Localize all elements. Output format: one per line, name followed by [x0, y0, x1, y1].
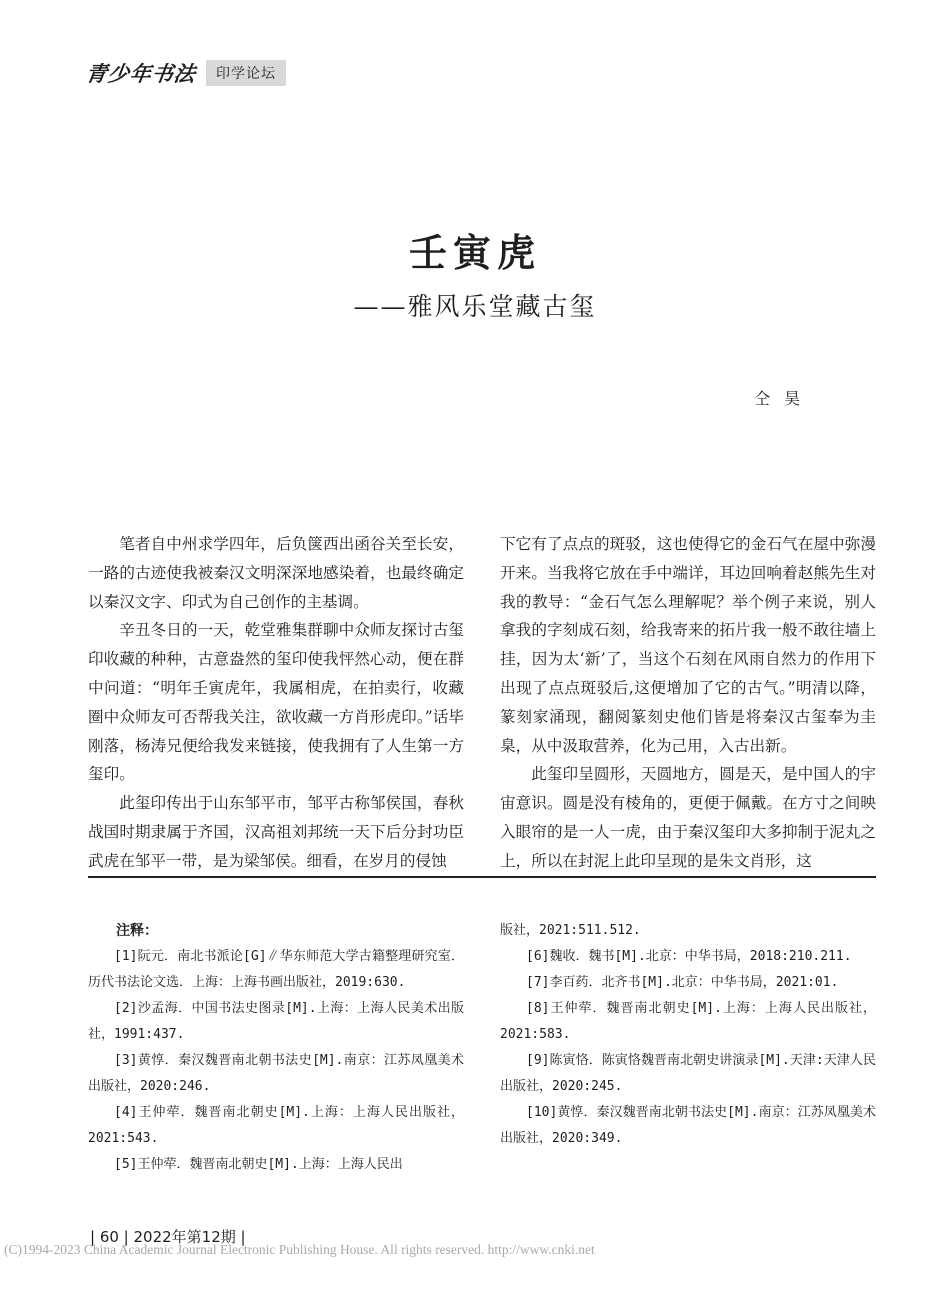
notes-column-left: [88, 918, 464, 1178]
note-item: [8]王仲荦．魏晋南北朝史[M].上海：上海人民出版社，2021:583.: [500, 1001, 876, 1042]
article-title: 壬寅虎: [408, 230, 541, 275]
note-item: [1]阮元．南北书派论[G]∥华东师范大学古籍整理研究室．历代书法论文选．上海：上海书画出版社，2019:630.: [88, 949, 464, 990]
note-item: [5]王仲荦．魏晋南北朝史[M].上海：上海人民出: [114, 1157, 403, 1172]
column-tag: 印学论坛: [206, 60, 286, 86]
page-folio: | 60 | 2022年第12期 |: [90, 1228, 246, 1246]
note-item: [2]沙孟海．中国书法史图录[M].上海：上海人民美术出版社，1991:437.: [88, 1001, 464, 1042]
note-item: [6]魏收．魏书[M].北京：中华书局，2018:210.211.: [526, 949, 852, 964]
article-subtitle: ——雅风乐堂藏古玺: [353, 292, 597, 321]
notes-column-right: [500, 918, 876, 1152]
copyright-watermark: (C)1994-2023 China Academic Journal Electronic Publishing House. All rights reserved. http://www.cnki.net: [4, 1242, 595, 1257]
body-paragraph: 下它有了点点的斑驳，这也使得它的金石气在屋中弥漫开来。当我将它放在手中端详，耳边回响着赵熊先生对我的教导：“金石气怎么理解呢？举个例子来说，别人拿我的字刻成石刻，给我寄来的拓片我一般不敢往墙上挂，因为太‘新’了，当这个石刻在风雨自然力的作用下出现了点点斑驳后,这便增加了它的古气。”明清以降，篆刻家涌现，翻阅篆刻史他们皆是将秦汉古玺奉为圭臬，从中汲取营养，化为己用，入古出新。: [500, 535, 876, 755]
journal-logo: 青少年书法: [84, 61, 198, 86]
body-paragraph: 辛丑冬日的一天，乾堂雅集群聊中众师友探讨古玺印收藏的种种，古意盎然的玺印使我怦然心动，便在群中问道：“明年壬寅虎年，我属相虎，在拍卖行，收藏圈中众师友可否帮我关注，欲收藏一方肖形虎印。”话毕刚落，杨涛兄便给我发来链接，使我拥有了人生第一方玺印。: [88, 621, 464, 784]
section-divider: [88, 876, 876, 878]
body-paragraph: 此玺印呈圆形，天圆地方，圆是天，是中国人的宇宙意识。圆是没有棱角的，更便于佩戴。在方寸之间映入眼帘的是一人一虎，由于秦汉玺印大多抑制于泥丸之上，所以在封泥上此印呈现的是朱文肖形，这: [500, 765, 876, 870]
note-continuation: 版社，2021:511.512.: [500, 923, 641, 938]
body-column-right: [500, 530, 876, 876]
body-column-left: [88, 530, 464, 876]
journal-header: [86, 58, 286, 88]
body-paragraph: 此玺印传出于山东邹平市，邹平古称邹侯国，春秋战国时期隶属于齐国，汉高祖刘邦统一天下后分封功臣武虎在邹平一带，是为梁邹侯。细看，在岁月的侵蚀: [88, 794, 464, 870]
body-paragraph: 笔者自中州求学四年，后负箧西出函谷关至长安，一路的古迹使我被秦汉文明深深地感染着，也最终确定以秦汉文字、印式为自己创作的主基调。: [88, 535, 464, 611]
article-author: 仝昊: [754, 389, 815, 408]
note-item: [10]黄惇．秦汉魏晋南北朝书法史[M].南京：江苏凤凰美术出版社，2020:349.: [500, 1105, 876, 1146]
notes-heading: 注释：: [116, 923, 158, 939]
note-item: [7]李百药．北齐书[M].北京：中华书局，2021:01.: [526, 975, 839, 990]
note-item: [9]陈寅恪．陈寅恪魏晋南北朝史讲演录[M].天津:天津人民出版社，2020:245.: [500, 1053, 876, 1094]
note-item: [4]王仲荦．魏晋南北朝史[M].上海：上海人民出版社，2021:543.: [88, 1105, 464, 1146]
note-item: [3]黄惇．秦汉魏晋南北朝书法史[M].南京：江苏凤凰美术出版社，2020:246.: [88, 1053, 464, 1094]
